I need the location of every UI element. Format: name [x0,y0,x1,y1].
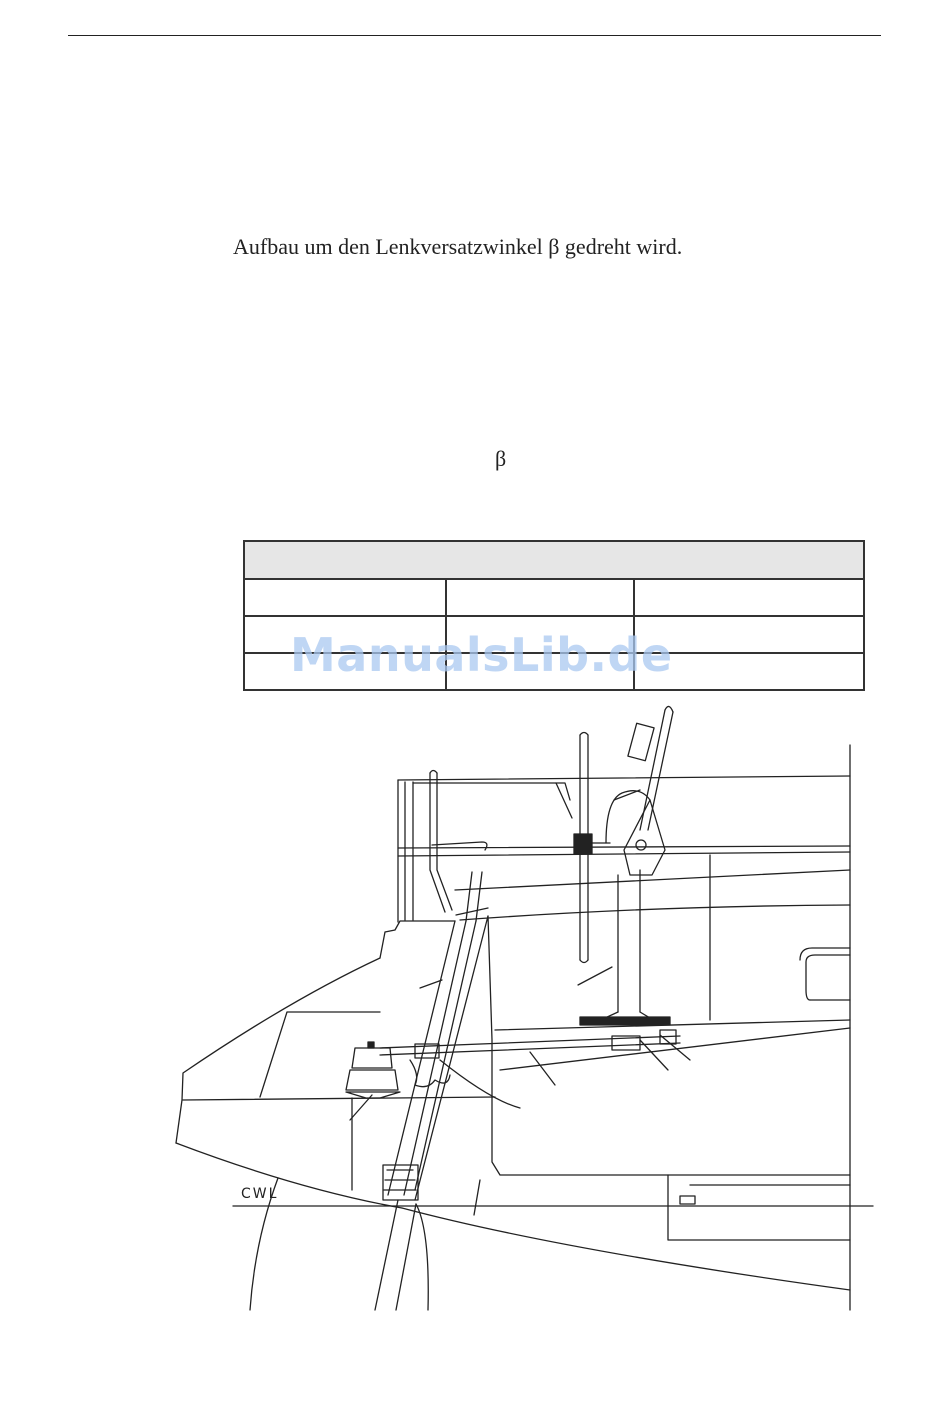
steering-system-drawing [0,700,950,1320]
waterline [233,1186,873,1206]
table-cell [446,653,634,690]
header-rule [68,35,881,36]
table-cell [244,616,446,653]
table-cell [634,616,864,653]
table-cell [244,579,446,616]
table-cell [634,579,864,616]
table-row [244,616,864,653]
spec-table [243,540,865,691]
table-cell [634,653,864,690]
emergency-tiller [430,771,487,913]
watermark: ManualsLib.de [290,628,673,682]
table-header-row [244,541,864,579]
table-row [244,579,864,616]
table-header-cell [244,541,864,579]
steering-linkage [380,1030,680,1087]
table-cell [244,653,446,690]
table-row [244,653,864,690]
beta-symbol: β [495,446,507,471]
body-text: Aufbau um den Lenkversatzwinkel β gedreht wird. [233,234,683,259]
table-cell [446,579,634,616]
waterline-label: CWL [241,1186,279,1202]
table-cell [446,616,634,653]
lower-locker [668,1175,850,1240]
hull-outline [176,745,850,1310]
leader-lines [350,967,690,1120]
